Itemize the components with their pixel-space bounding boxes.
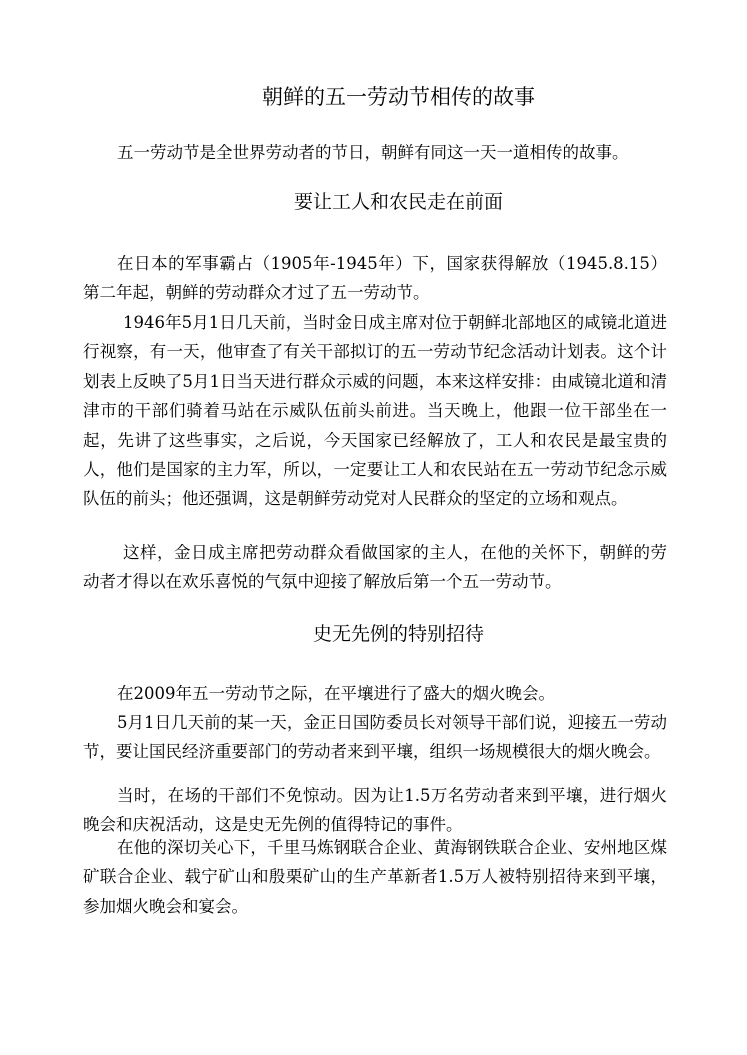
- paragraph: 5月1日几天前的某一天，金正日国防委员长对领导干部们说，迎接五一劳动节，要让国民经济重要部门的劳动者来到平壤，组织一场规模很大的烟火晚会。: [83, 713, 667, 762]
- paragraph: 在他的深切关心下，千里马炼钢联合企业、黄海钢铁联合企业、安州地区煤矿联合企业、载宁矿山和殷栗矿山的生产革新者1.5万人被特别招待来到平壤，参加烟火晚会和宴会。: [83, 838, 667, 916]
- paragraph: 1946年5月1日几天前，当时金日成主席对位于朝鲜北部地区的咸镜北道进行视察，有一天，他审查了有关干部拟订的五一劳动节纪念活动计划表。这个计划表上反映了5月1日当天进行群众示威的问题，本来这样安排：由咸镜北道和清津市的干部们骑着马站在示威队伍前头前进。当天晚上，他跟一位干部坐在一起，先讲了这些事实，之后说，今天国家已经解放了，工人和农民是最宝贵的人，他们是国家的主力军，所以，一定要让工人和农民站在五一劳动节纪念示威队伍的前头；他还强调，这是朝鲜劳动党对人民群众的坚定的立场和观点。: [83, 313, 667, 509]
- intro-paragraph: 五一劳动节是全世界劳动者的节日，朝鲜有同这一天一道相传的故事。: [117, 143, 629, 162]
- paragraph: 在2009年五一劳动节之际，在平壤进行了盛大的烟火晚会。: [117, 684, 555, 703]
- paragraph: 在日本的军事霸占（1905年-1945年）下，国家获得解放（1945.8.15）第二年起，朝鲜的劳动群众才过了五一劳动节。: [83, 254, 667, 303]
- section-heading-workers-farmers: 要让工人和农民走在前面: [293, 191, 503, 213]
- paragraph: 当时，在场的干部们不免惊动。因为让1.5万名劳动者来到平壤，进行烟火晚会和庆祝活动，这是史无先例的值得特记的事件。: [83, 786, 667, 835]
- paragraph: 这样，金日成主席把劳动群众看做国家的主人，在他的关怀下，朝鲜的劳动者才得以在欢乐喜悦的气氛中迎接了解放后第一个五一劳动节。: [83, 543, 667, 592]
- document-title: 朝鲜的五一劳动节相传的故事: [262, 85, 535, 109]
- section-heading-special-reception: 史无先例的特别招待: [312, 623, 484, 645]
